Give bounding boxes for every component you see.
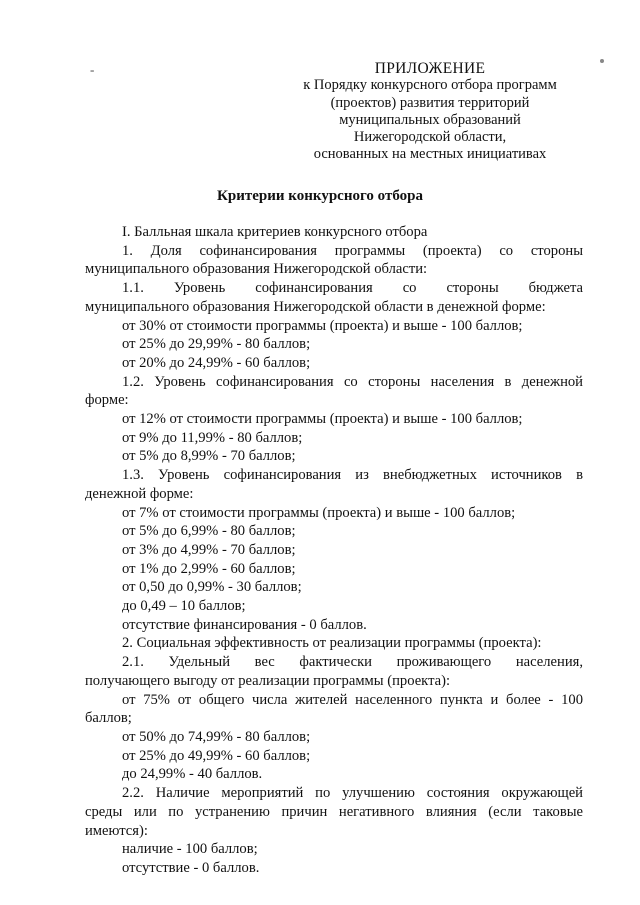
criterion-line: получающего выгоду от реализации программы (проекта): [85, 672, 451, 689]
criterion-line: 1. Доля софинансирования программы (проекта) со стороны [122, 242, 583, 259]
annex-line: муниципальных образований [339, 111, 521, 128]
criterion-line: 2.1. Удельный вес фактически проживающего населения, [122, 654, 583, 671]
annex-line: (проектов) развития территорий [330, 94, 530, 111]
score-line: наличие - 100 баллов; [122, 841, 258, 858]
criteria-body [85, 223, 583, 878]
score-line: баллов; [85, 710, 132, 727]
score-line: от 25% до 29,99% - 80 баллов; [122, 336, 311, 353]
criterion-line: муниципального образования Нижегородской области в денежной форме: [85, 298, 546, 315]
criterion-line: 1.1. Уровень софинансирования со стороны бюджета [122, 280, 583, 297]
scan-dot-mark [600, 59, 604, 63]
annex-line: к Порядку конкурсного отбора программ [303, 77, 557, 94]
score-line: от 7% от стоимости программы (проекта) и выше - 100 баллов; [122, 504, 516, 521]
criterion-line: форме: [85, 392, 129, 409]
score-line: от 1% до 2,99% - 60 баллов; [122, 560, 296, 577]
criterion-line: имеются): [85, 822, 148, 839]
annex-header [270, 60, 590, 164]
score-line: от 75% от общего числа жителей населенного пункта и более - 100 [122, 691, 583, 708]
score-line: от 50% до 74,99% - 80 баллов; [122, 728, 311, 745]
score-line: от 0,50 до 0,99% - 30 баллов; [122, 579, 302, 596]
criterion-line: 1.3. Уровень софинансирования из внебюджетных источников в [122, 467, 583, 484]
score-line: отсутствие - 0 баллов. [122, 859, 260, 876]
annex-line: основанных на местных инициативах [313, 146, 547, 163]
score-line: от 20% до 24,99% - 60 баллов; [122, 354, 311, 371]
annex-line: Нижегородской области, [353, 129, 507, 146]
score-line: до 0,49 – 10 баллов; [122, 598, 246, 615]
criterion-line: среды или по устранению причин негативного влияния (если таковые [85, 803, 583, 820]
score-line: от 3% до 4,99% - 70 баллов; [122, 541, 296, 558]
annex-title: ПРИЛОЖЕНИЕ [374, 60, 486, 77]
criterion-line: 2.2. Наличие мероприятий по улучшению состояния окружающей [122, 785, 583, 802]
score-line: отсутствие финансирования - 0 баллов. [122, 616, 367, 633]
score-line: от 5% до 8,99% - 70 баллов; [122, 448, 296, 465]
score-line: от 30% от стоимости программы (проекта) и выше - 100 баллов; [122, 317, 523, 334]
document-title: Критерии конкурсного отбора [217, 188, 423, 204]
score-line: от 25% до 49,99% - 60 баллов; [122, 747, 311, 764]
criterion-line: 2. Социальная эффективность от реализации программы (проекта): [122, 635, 542, 652]
criterion-line: муниципального образования Нижегородской области: [85, 261, 428, 278]
section-heading: I. Балльная шкала критериев конкурсного отбора [122, 224, 428, 240]
criterion-line: денежной форме: [85, 485, 194, 502]
score-line: до 24,99% - 40 баллов. [122, 766, 263, 783]
score-line: от 9% до 11,99% - 80 баллов; [122, 429, 303, 446]
scan-dash-mark: - [90, 62, 95, 77]
score-line: от 12% от стоимости программы (проекта) и выше - 100 баллов; [122, 411, 523, 428]
score-line: от 5% до 6,99% - 80 баллов; [122, 523, 296, 540]
criterion-line: 1.2. Уровень софинансирования со стороны населения в денежной [122, 373, 583, 390]
